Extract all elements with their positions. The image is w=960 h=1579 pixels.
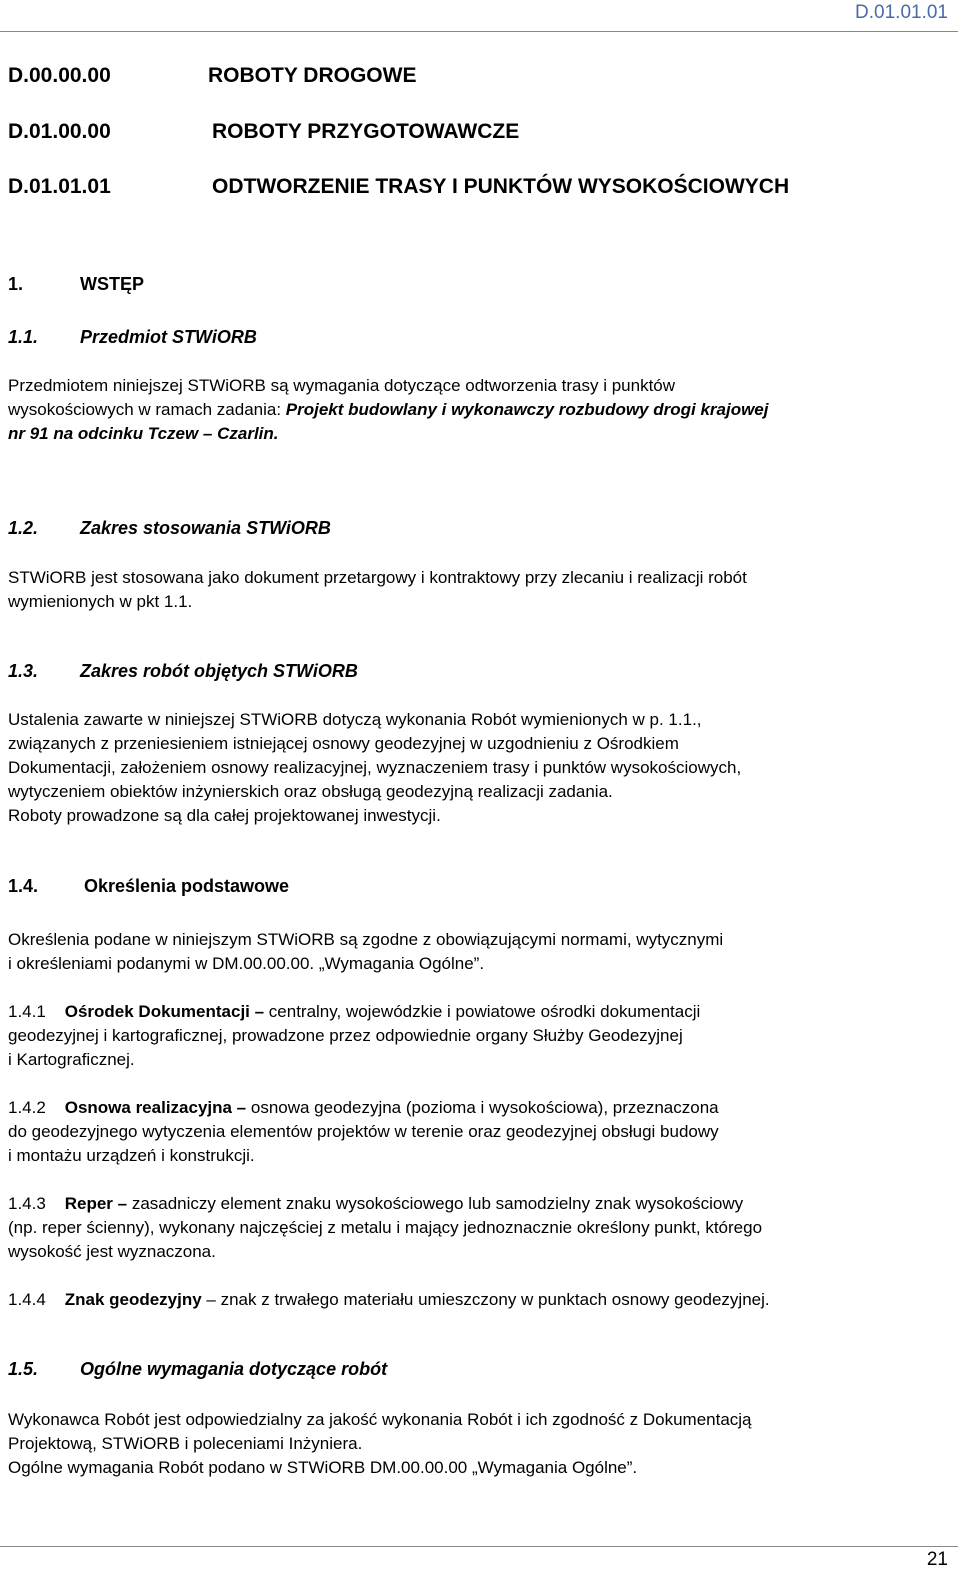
def-4-term: Znak geodezyjny bbox=[64, 1290, 202, 1309]
section-1-2-title: Zakres stosowania STWiORB bbox=[80, 518, 331, 538]
s12-line-2: wymienionych w pkt 1.1. bbox=[8, 592, 193, 611]
s11-line-2-bold: Projekt budowlany i wykonawczy rozbudowy drogi krajowej bbox=[285, 400, 769, 419]
s11-line-1: Przedmiotem niniejszej STWiORB są wymagania dotyczące odtworzenia trasy i punktów bbox=[8, 376, 676, 395]
def-3-line-1 bbox=[8, 1192, 948, 1216]
definition-1-4-3 bbox=[8, 1192, 948, 1264]
section-1-number: 1. bbox=[8, 274, 24, 294]
def-3-text-1: zasadniczy element znaku wysokościowego lub samodzielny znak wysokościowy bbox=[127, 1194, 744, 1213]
def-2-number: 1.4.2 bbox=[8, 1098, 46, 1117]
section-1-4-number: 1.4. bbox=[8, 876, 39, 896]
definition-1-4-4 bbox=[8, 1288, 948, 1312]
s12-line-1: STWiORB jest stosowana jako dokument przetargowy i kontraktowy przy zlecaniu i realizacji robót bbox=[8, 568, 747, 587]
def-3-term: Reper – bbox=[64, 1194, 128, 1213]
s13-line-1: Ustalenia zawarte w niniejszej STWiORB dotyczą wykonania Robót wymienionych w p. 1.1., bbox=[8, 710, 702, 729]
s11-line-2-prefix: wysokościowych w ramach zadania: bbox=[8, 400, 286, 419]
def-1-line-2: geodezyjnej i kartograficznej, prowadzone przez odpowiednie organy Służby Geodezyjnej bbox=[8, 1026, 683, 1045]
def-4-number: 1.4.4 bbox=[8, 1290, 46, 1309]
definition-1-4-2 bbox=[8, 1096, 948, 1168]
definition-1-4-1 bbox=[8, 1000, 948, 1072]
def-2-line-2: do geodezyjnego wytyczenia elementów projektów w terenie oraz geodezyjnej obsługi budowy bbox=[8, 1122, 719, 1141]
section-1-1-body bbox=[8, 374, 948, 446]
s14-line-2: i określeniami podanymi w DM.00.00.00. „Wymagania Ogólne”. bbox=[8, 954, 485, 973]
section-1-title: WSTĘP bbox=[80, 274, 145, 294]
def-1-line-3: i Kartograficznej. bbox=[8, 1050, 135, 1069]
s15-line-2: Projektową, STWiORB i poleceniami Inżyniera. bbox=[8, 1434, 363, 1453]
def-3-line-2: (np. reper ścienny), wykonany najczęściej z metalu i mający jednoznacznie określony punkt, którego bbox=[8, 1218, 763, 1237]
section-1-1-title: Przedmiot STWiORB bbox=[80, 327, 257, 347]
header-code-1: D.00.00.00 bbox=[8, 64, 111, 87]
def-2-text-1: osnowa geodezyjna (pozioma i wysokościowa), przeznaczona bbox=[246, 1098, 719, 1117]
def-4-text: – znak z trwałego materiału umieszczony w punktach osnowy geodezyjnej. bbox=[201, 1290, 770, 1309]
def-1-line-1 bbox=[8, 1000, 948, 1024]
def-4-line-1 bbox=[8, 1288, 948, 1312]
def-1-text-1: centralny, wojewódzkie i powiatowe ośrodki dokumentacji bbox=[264, 1002, 701, 1021]
section-1-5-title: Ogólne wymagania dotyczące robót bbox=[80, 1359, 388, 1379]
section-1-3-title: Zakres robót objętych STWiORB bbox=[80, 661, 358, 681]
header-title-2: ROBOTY PRZYGOTOWAWCZE bbox=[212, 120, 520, 143]
def-3-line-3: wysokość jest wyznaczona. bbox=[8, 1242, 216, 1261]
def-2-line-1 bbox=[8, 1096, 948, 1120]
header-rule bbox=[0, 31, 958, 32]
s15-line-1: Wykonawca Robót jest odpowiedzialny za jakość wykonania Robót i ich zgodność z Dokumentacją bbox=[8, 1410, 752, 1429]
page-number: 21 bbox=[926, 1549, 948, 1570]
s11-line-3: nr 91 na odcinku Tczew – Czarlin. bbox=[8, 424, 279, 443]
s15-line-3: Ogólne wymagania Robót podano w STWiORB DM.00.00.00 „Wymagania Ogólne”. bbox=[8, 1458, 638, 1477]
section-1-5-body bbox=[8, 1408, 948, 1480]
s13-line-5: Roboty prowadzone są dla całej projektowanej inwestycji. bbox=[8, 806, 441, 825]
section-1-4-title: Określenia podstawowe bbox=[84, 876, 290, 896]
section-1-3-number: 1.3. bbox=[8, 661, 39, 681]
section-1-2-number: 1.2. bbox=[8, 518, 39, 538]
header-code-2: D.01.00.00 bbox=[8, 120, 111, 143]
header-code-3: D.01.01.01 bbox=[8, 175, 111, 198]
s11-line-2 bbox=[8, 398, 948, 422]
s14-line-1: Określenia podane w niniejszym STWiORB są zgodne z obowiązującymi normami, wytycznymi bbox=[8, 930, 724, 949]
def-2-line-3: i montażu urządzeń i konstrukcji. bbox=[8, 1146, 255, 1165]
def-1-number: 1.4.1 bbox=[8, 1002, 46, 1021]
page-code: D.01.01.01 bbox=[855, 2, 948, 23]
def-3-number: 1.4.3 bbox=[8, 1194, 46, 1213]
def-1-term: Ośrodek Dokumentacji – bbox=[64, 1002, 265, 1021]
header-title-1: ROBOTY DROGOWE bbox=[208, 64, 417, 87]
section-1-2-body bbox=[8, 566, 948, 614]
s13-line-2: związanych z przeniesieniem istniejącej osnowy geodezyjnej w uzgodnieniu z Ośrodkiem bbox=[8, 734, 679, 753]
def-2-term: Osnowa realizacyjna – bbox=[64, 1098, 247, 1117]
section-1-4-body bbox=[8, 928, 948, 976]
section-1-3-body bbox=[8, 708, 948, 828]
section-1-1-number: 1.1. bbox=[8, 327, 39, 347]
section-1-5-number: 1.5. bbox=[8, 1359, 39, 1379]
footer-rule bbox=[0, 1546, 958, 1547]
header-title-3: ODTWORZENIE TRASY I PUNKTÓW WYSOKOŚCIOWYCH bbox=[212, 175, 790, 198]
s13-line-3: Dokumentacji, założeniem osnowy realizacyjnej, wyznaczeniem trasy i punktów wysokościowych, bbox=[8, 758, 742, 777]
s13-line-4: wytyczeniem obiektów inżynierskich oraz obsługą geodezyjną realizacji zadania. bbox=[8, 782, 613, 801]
